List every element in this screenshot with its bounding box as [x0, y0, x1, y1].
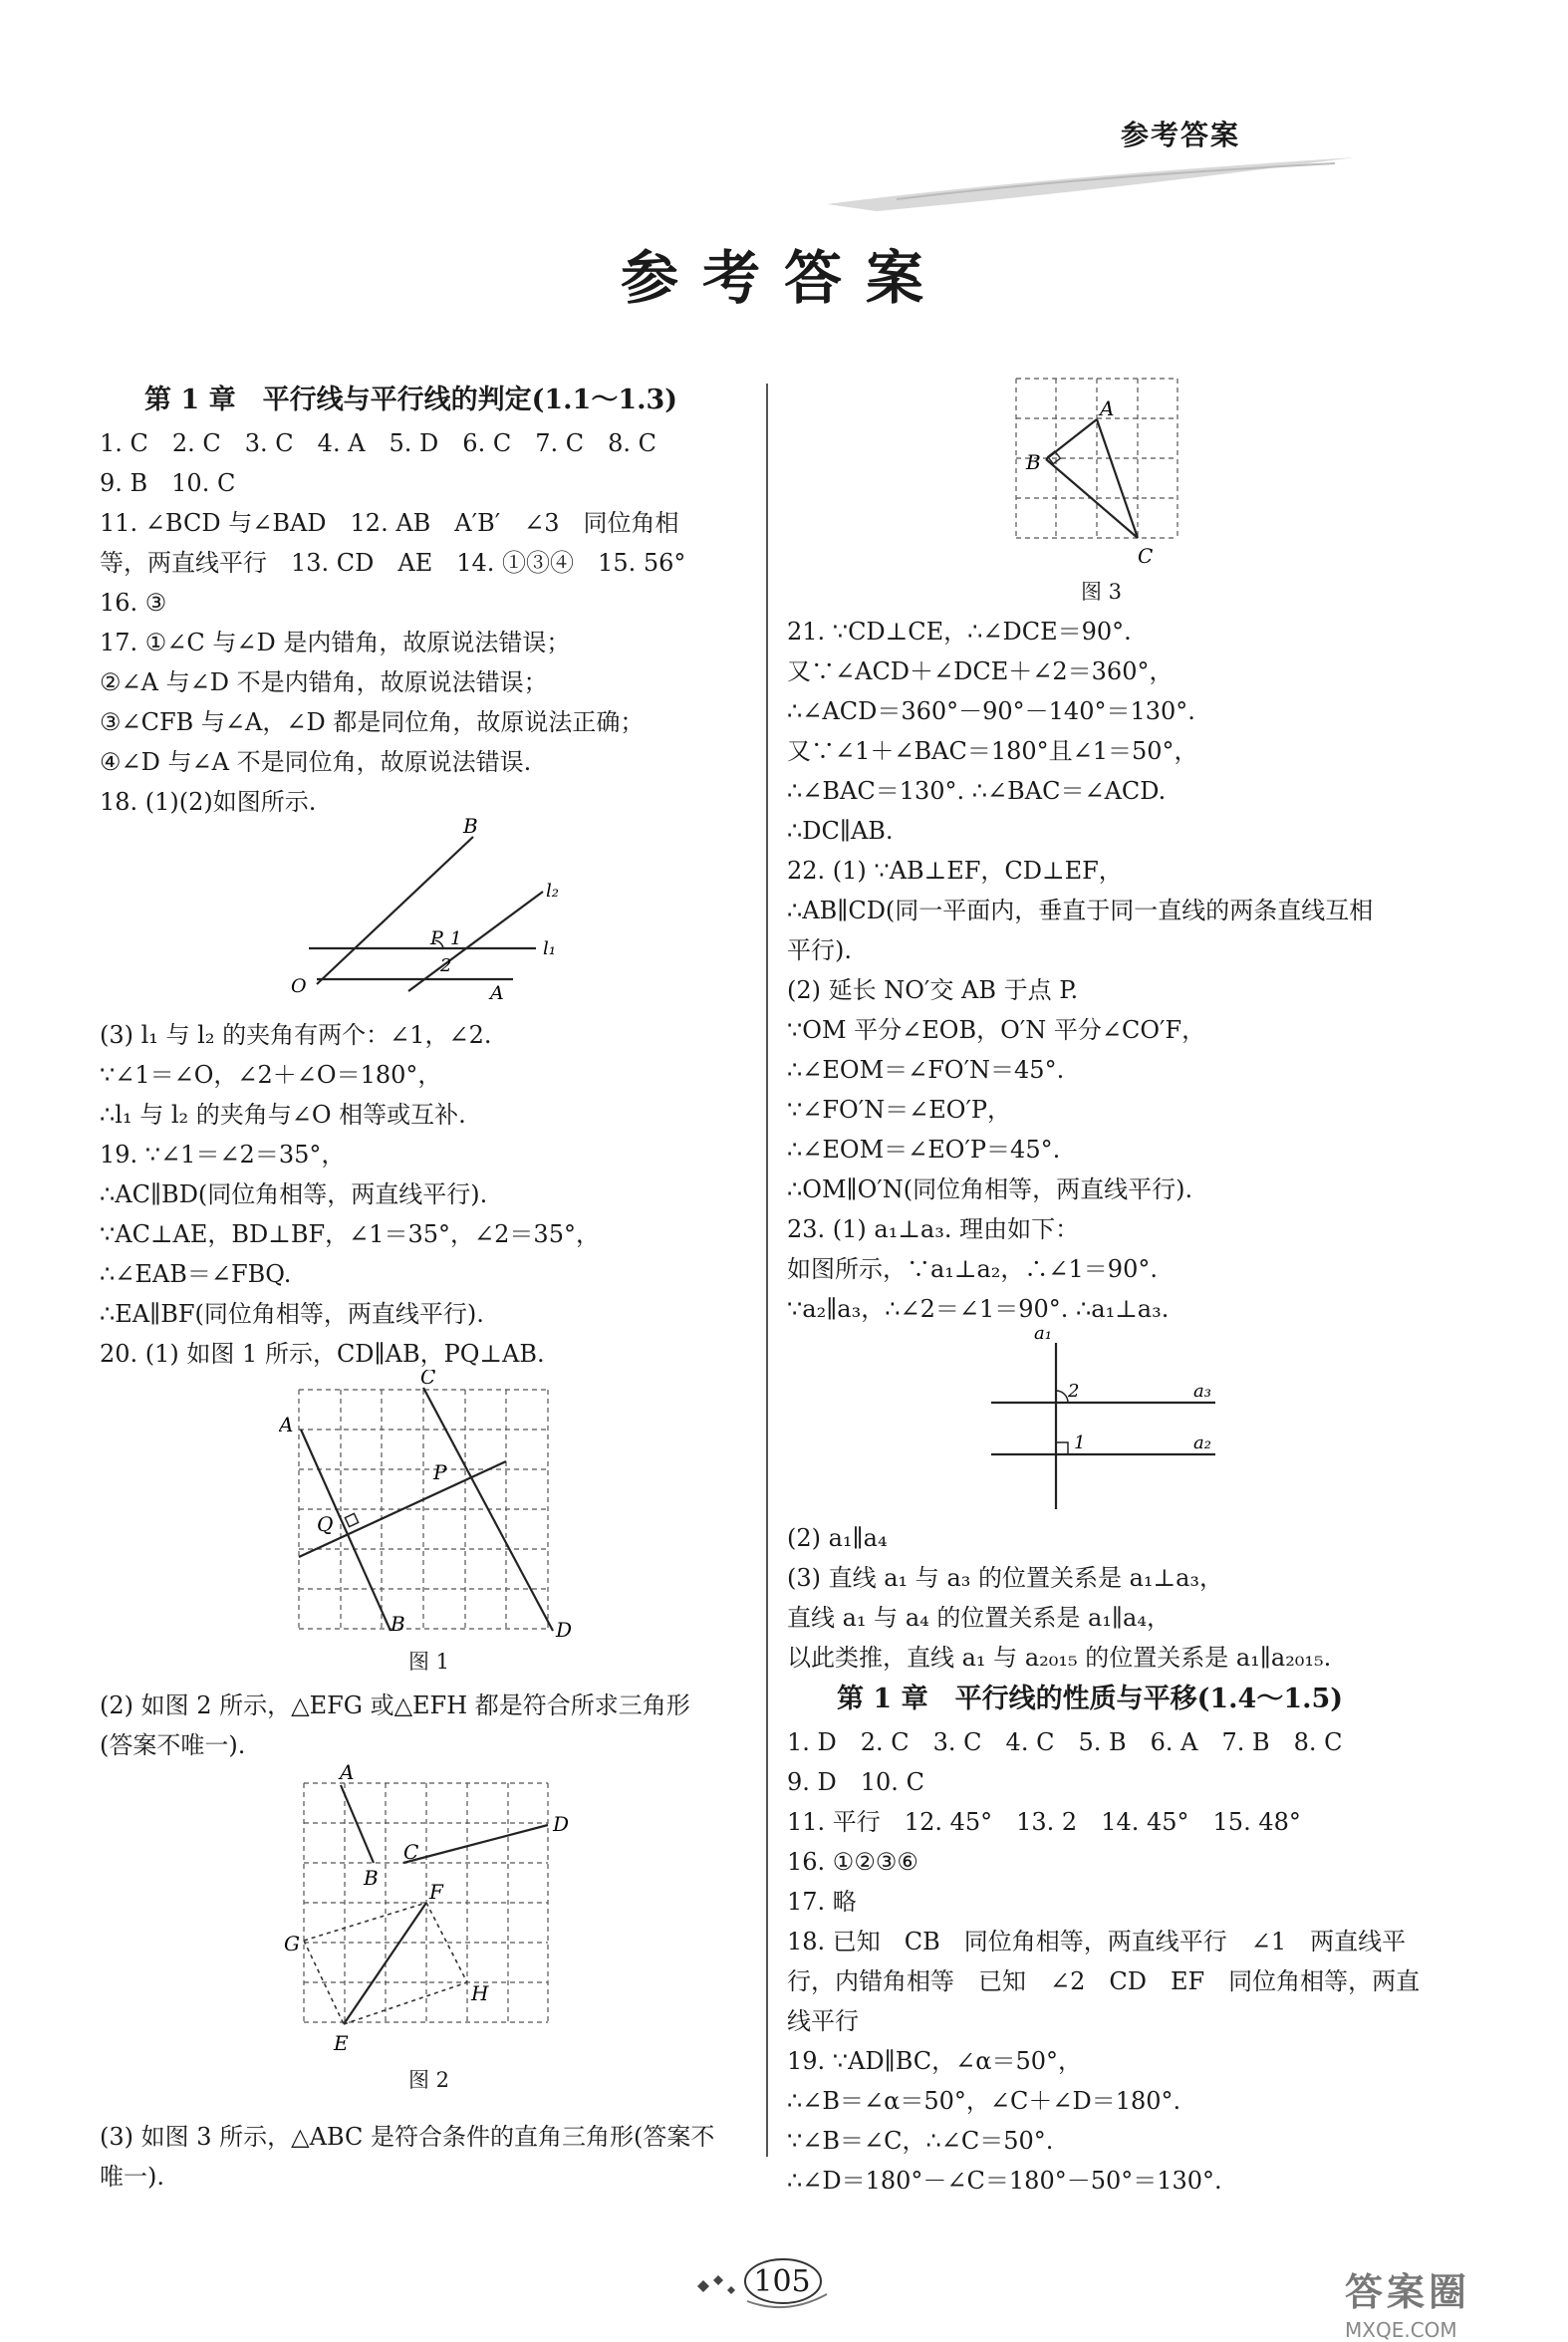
- fig18-label: 1: [450, 928, 462, 949]
- fig18-label: O: [291, 975, 307, 997]
- figure-3: [996, 364, 1195, 578]
- answer-line: ∴∠ACD＝360°－90°－140°＝130°.: [787, 697, 1195, 725]
- answer-line: 17. ①∠C 与∠D 是内错角，故原说法错误；: [100, 629, 571, 656]
- answer-line: ③∠CFB 与∠A，∠D 都是同位角，故原说法正确；: [100, 708, 645, 736]
- figure-3-caption: 图 3: [1081, 580, 1123, 604]
- fig2-line-ab: [341, 1785, 374, 1863]
- section-title-ch1-part2: 第 1 章 平行线的性质与平移(1.4～1.5): [837, 1684, 1344, 1714]
- answer-line: ∴∠BAC＝130°. ∴∠BAC＝∠ACD.: [787, 777, 1167, 805]
- answer-line: ∴∠EAB＝∠FBQ.: [100, 1260, 292, 1288]
- answer-line: 9. B 10. C: [100, 469, 236, 497]
- answer-line: 平行).: [787, 936, 852, 964]
- fig2-label: B: [364, 1866, 379, 1890]
- figure-23: [976, 1315, 1235, 1514]
- fig1-label: C: [420, 1370, 436, 1389]
- answer-line: (3) 如图 3 所示，△ABC 是符合条件的直角三角形(答案不: [100, 2123, 715, 2151]
- answer-line: 16. ①②③⑥: [787, 1848, 918, 1876]
- fig3-label: C: [1138, 544, 1154, 568]
- answer-line: ∴∠EOM＝∠EO′P＝45°.: [787, 1136, 1061, 1164]
- answer-line: 直线 a₁ 与 a₄ 的位置关系是 a₁∥a₄，: [787, 1604, 1171, 1632]
- fig2-label: E: [334, 2031, 349, 2055]
- fig2-label: A: [340, 1763, 355, 1784]
- answer-line: ∴OM∥O′N(同位角相等，两直线平行).: [787, 1175, 1193, 1203]
- answer-line: 又∵∠1＋∠BAC＝180°且∠1＝50°，: [787, 737, 1198, 765]
- answer-line: ∵∠FO′N＝∠EO′P，: [787, 1096, 1012, 1124]
- fig3-label: B: [1026, 450, 1041, 474]
- answer-line: ∵AC⊥AE，BD⊥BF，∠1＝35°，∠2＝35°，: [100, 1220, 600, 1248]
- fig3-line-ab: [1046, 419, 1097, 459]
- answer-line: 1. C 2. C 3. C 4. A 5. D 6. C 7. C 8. C: [100, 429, 656, 457]
- answer-line: (2) 延长 NO′交 AB 于点 P.: [787, 976, 1079, 1004]
- answer-line: 以此类推，直线 a₁ 与 a₂₀₁₅ 的位置关系是 a₁∥a₂₀₁₅.: [787, 1644, 1332, 1672]
- fig2-line-cd: [403, 1825, 548, 1863]
- fig18-line-l2: [408, 892, 543, 991]
- answer-line: ∵OM 平分∠EOB，O′N 平分∠CO′F，: [787, 1016, 1206, 1044]
- answer-line: 11. 平行 12. 45° 13. 2 14. 45° 15. 48°: [787, 1808, 1301, 1836]
- column-divider: [766, 384, 768, 2157]
- fig1-label: B: [391, 1612, 405, 1636]
- answer-line: ∴EA∥BF(同位角相等，两直线平行).: [100, 1300, 484, 1328]
- answer-line: ∴∠B＝∠α＝50°，∠C＋∠D＝180°.: [787, 2087, 1181, 2115]
- fig1-line-ab: [301, 1430, 391, 1631]
- answer-line: 18. 已知 CB 同位角相等，两直线平行 ∠1 两直线平: [787, 1928, 1407, 1955]
- fig2-label: H: [471, 1981, 489, 2005]
- fig23-label: 1: [1074, 1432, 1086, 1453]
- answer-line: ∴∠D＝180°－∠C＝180°－50°＝130°.: [787, 2167, 1222, 2195]
- fig18-label: B: [463, 817, 478, 838]
- fig1-label: A: [279, 1413, 294, 1436]
- answer-line: 21. ∵CD⊥CE，∴∠DCE＝90°.: [787, 618, 1132, 646]
- answer-line: ∴AC∥BD(同位角相等，两直线平行).: [100, 1180, 488, 1208]
- answer-line: 9. D 10. C: [787, 1768, 924, 1796]
- fig23-label: a₁: [1034, 1323, 1052, 1344]
- answer-line: ∴AB∥CD(同一平面内，垂直于同一直线的两条直线互相: [787, 897, 1374, 924]
- figure-2: [284, 1763, 583, 2062]
- watermark-logo-text: 答案圈: [1345, 2270, 1471, 2314]
- fig3-label: A: [1100, 396, 1115, 420]
- header-swoosh-decoration: [817, 149, 1375, 219]
- fig18-label: l₁: [543, 938, 556, 959]
- answer-line: 16. ③: [100, 589, 167, 617]
- answer-line: 1. D 2. C 3. C 4. C 5. B 6. A 7. B 8. C: [787, 1728, 1343, 1756]
- fig18-label: 2: [440, 955, 452, 976]
- answer-line: 23. (1) a₁⊥a₃. 理由如下：: [787, 1215, 1080, 1243]
- figure-18: [289, 817, 578, 1006]
- section-title-ch1-part1: 第 1 章 平行线与平行线的判定(1.1～1.3): [144, 385, 678, 415]
- page-number: 105: [753, 2264, 811, 2299]
- answer-line: ∴∠EOM＝∠FO′N＝45°.: [787, 1056, 1065, 1084]
- answer-line: 20. (1) 如图 1 所示，CD∥AB，PQ⊥AB.: [100, 1340, 545, 1368]
- fig2-label: D: [553, 1812, 570, 1836]
- fig23-label: a₃: [1193, 1381, 1211, 1402]
- answer-line: 19. ∵AD∥BC，∠α＝50°，: [787, 2047, 1083, 2075]
- answer-line: 22. (1) ∵AB⊥EF，CD⊥EF，: [787, 857, 1123, 885]
- answer-line: 线平行: [787, 2007, 859, 2035]
- answer-line: (答案不唯一).: [100, 1731, 246, 1759]
- answer-line: 如图所示，∵a₁⊥a₂，∴∠1＝90°.: [787, 1255, 1158, 1283]
- answer-line: ∵∠1＝∠O，∠2＋∠O＝180°，: [100, 1061, 442, 1089]
- figure-1: [279, 1370, 578, 1649]
- answer-line: 行，内错角相等 已知 ∠2 CD EF 同位角相等，两直: [787, 1967, 1421, 1995]
- answer-line: (2) 如图 2 所示，△EFG 或△EFH 都是符合所求三角形: [100, 1691, 690, 1719]
- answer-line: ∴DC∥AB.: [787, 817, 894, 845]
- answer-line: ②∠A 与∠D 不是内错角，故原说法错误；: [100, 668, 548, 696]
- fig2-label: F: [429, 1880, 443, 1904]
- figure-2-caption: 图 2: [408, 2068, 450, 2092]
- fig2-label: C: [403, 1840, 419, 1864]
- answer-line: 19. ∵∠1＝∠2＝35°，: [100, 1141, 346, 1169]
- answer-line: ④∠D 与∠A 不是同位角，故原说法错误.: [100, 748, 532, 776]
- answer-line: 等，两直线平行 13. CD AE 14. ①③④ 15. 56°: [100, 549, 686, 577]
- answer-line: 17. 略: [787, 1888, 857, 1916]
- answer-line: 11. ∠BCD 与∠BAD 12. AB A′B′ ∠3 同位角相: [100, 509, 679, 537]
- answer-line: ∵a₂∥a₃，∴∠2＝∠1＝90°. ∴a₁⊥a₃.: [787, 1295, 1170, 1323]
- fig23-label: a₂: [1193, 1432, 1211, 1453]
- fig18-label: A: [490, 982, 504, 1004]
- watermark: [1345, 2261, 1554, 2342]
- page-title: 参考答案: [620, 244, 947, 312]
- fig1-label: Q: [317, 1512, 334, 1536]
- answer-line: 又∵∠ACD＋∠DCE＋∠2＝360°，: [787, 657, 1174, 685]
- answer-line: (3) l₁ 与 l₂ 的夹角有两个：∠1，∠2.: [100, 1021, 492, 1049]
- figure-1-caption: 图 1: [408, 1650, 450, 1674]
- answer-line: ∴l₁ 与 l₂ 的夹角与∠O 相等或互补.: [100, 1101, 466, 1129]
- answer-line: (3) 直线 a₁ 与 a₃ 的位置关系是 a₁⊥a₃，: [787, 1564, 1224, 1592]
- fig23-label: 2: [1068, 1381, 1080, 1402]
- answer-line: ∵∠B＝∠C，∴∠C＝50°.: [787, 2127, 1054, 2155]
- fig2-label: G: [284, 1932, 300, 1955]
- fig18-label: l₂: [546, 881, 559, 902]
- answer-line: 18. (1)(2)如图所示.: [100, 788, 317, 816]
- fig1-label: P: [433, 1460, 447, 1484]
- answer-line: 唯一).: [100, 2163, 164, 2191]
- fig18-label: P: [430, 927, 443, 949]
- answer-line: (2) a₁∥a₄: [787, 1524, 888, 1552]
- watermark-url: MXQE.COM: [1345, 2318, 1457, 2342]
- header-tag: 参考答案: [1120, 119, 1240, 151]
- fig1-label: D: [556, 1618, 573, 1642]
